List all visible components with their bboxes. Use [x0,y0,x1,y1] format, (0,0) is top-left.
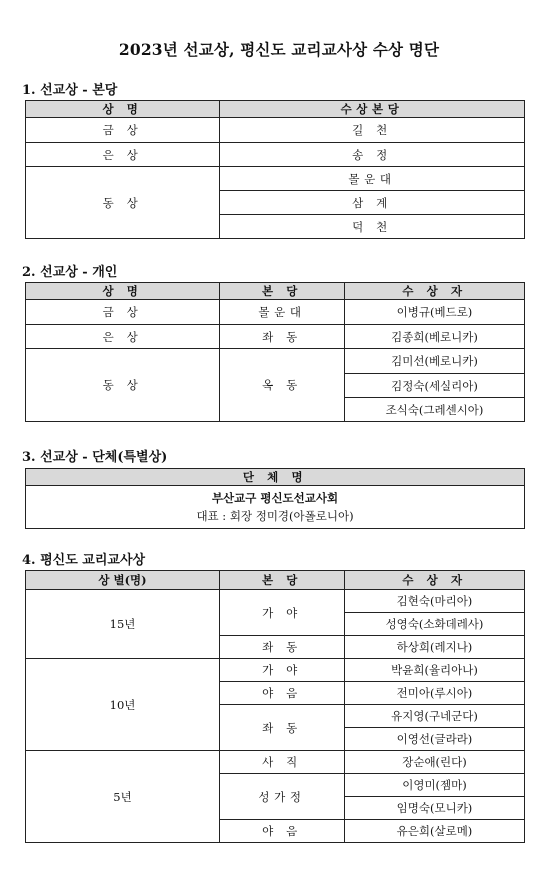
award-gold: 금 상 [26,300,220,325]
winner-cell: 김정숙(세실리아) [345,374,525,398]
winner-cell: 김미선(베로니카) [345,349,525,374]
winner-cell: 김현숙(마리아) [345,590,525,613]
header-winner: 수 상 자 [345,283,525,300]
header-parish: 본 당 [220,283,345,300]
award-silver: 은 상 [26,325,220,349]
header-org: 단 체 명 [26,469,525,486]
org-representative: 대표 : 회장 정미경(아폴로니아) [196,509,354,523]
parish-cell: 길 천 [220,118,525,143]
award-bronze: 동 상 [26,349,220,422]
parish-cell: 몰운대 [220,167,525,191]
winner-cell: 장순애(린다) [345,751,525,774]
page-title: 2023년 선교상, 평신도 교리교사상 수상 명단 [118,40,440,59]
winner-cell: 성영숙(소화데레사) [345,613,525,636]
parish-cell: 좌 동 [220,705,345,751]
years-15: 15년 [26,590,220,659]
section4-heading: 4. 평신도 교리교사상 [22,553,146,568]
winner-cell: 이병규(베드로) [345,300,525,325]
winner-cell: 조식숙(그레센시아) [345,398,525,422]
section3-table [25,468,525,529]
winner-cell: 김종희(베로니카) [345,325,525,349]
header-years: 상 별(명) [26,571,220,590]
header-parish: 본 당 [220,571,345,590]
winner-cell: 임명숙(모니카) [345,797,525,820]
winner-cell: 이영미(젬마) [345,774,525,797]
parish-cell: 송 정 [220,143,525,167]
org-cell [26,486,525,529]
org-name: 부산교구 평신도선교사회 [211,491,339,505]
section2-heading: 2. 선교상 - 개인 [22,265,118,280]
section2-table [25,282,525,422]
section3-heading: 3. 선교상 - 단체(특별상) [22,450,168,465]
section1-table [25,100,525,239]
years-10: 10년 [26,659,220,751]
parish-cell: 몰운대 [220,300,345,325]
parish-cell: 덕 천 [220,215,525,239]
section4-table [25,570,525,843]
winner-cell: 유지영(구네군다) [345,705,525,728]
header-award: 상 명 [26,101,220,118]
header-parish: 수상본당 [220,101,525,118]
parish-cell: 성가정 [220,774,345,820]
header-winner: 수 상 자 [345,571,525,590]
award-bronze: 동 상 [26,167,220,239]
winner-cell: 이영선(글라라) [345,728,525,751]
section1-heading: 1. 선교상 - 본당 [22,83,118,98]
parish-cell: 좌 동 [220,636,345,659]
parish-cell: 좌 동 [220,325,345,349]
parish-cell: 야 음 [220,820,345,843]
winner-cell: 하상희(레지나) [345,636,525,659]
header-award: 상 명 [26,283,220,300]
award-silver: 은 상 [26,143,220,167]
winner-cell: 박윤희(율리아나) [345,659,525,682]
parish-cell: 옥 동 [220,349,345,422]
parish-cell: 가 야 [220,659,345,682]
winner-cell: 유은희(살로메) [345,820,525,843]
parish-cell: 야 음 [220,682,345,705]
parish-cell: 삼 계 [220,191,525,215]
parish-cell: 가 야 [220,590,345,636]
parish-cell: 사 직 [220,751,345,774]
award-gold: 금 상 [26,118,220,143]
winner-cell: 전미아(루시아) [345,682,525,705]
years-5: 5년 [26,751,220,843]
